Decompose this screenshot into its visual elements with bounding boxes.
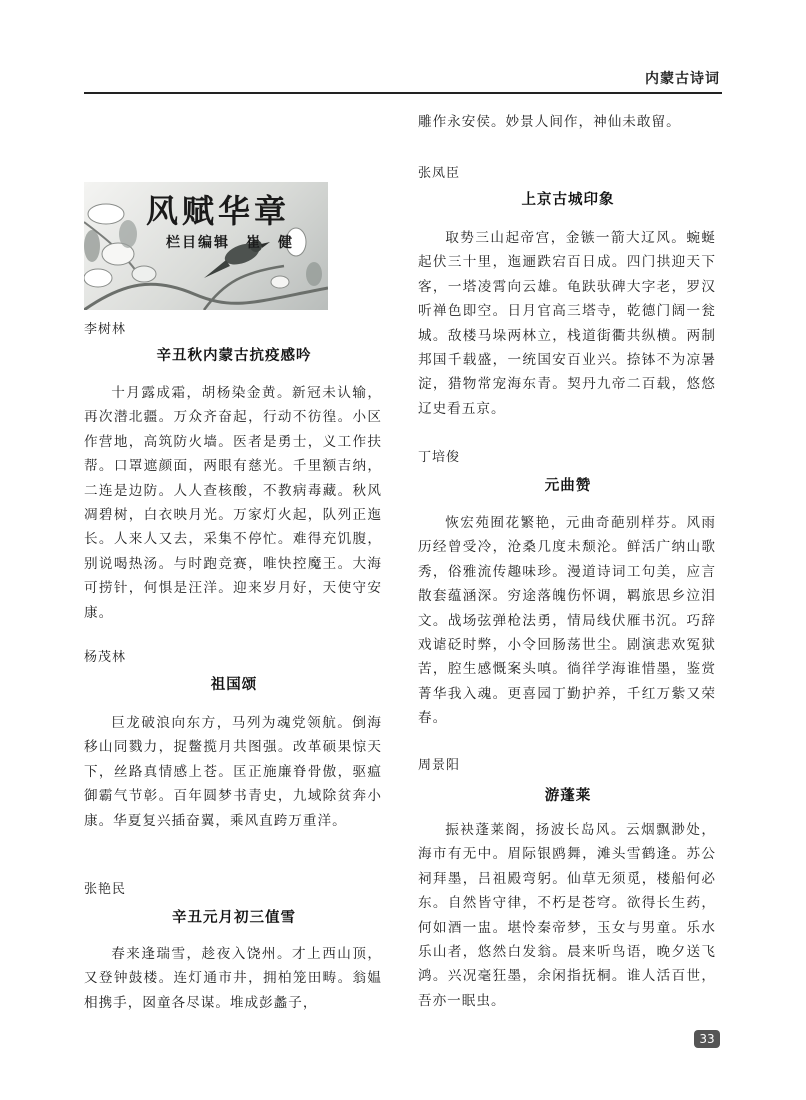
column-editor: 栏目编辑 崔 健 [166, 235, 294, 251]
article-author: 杨茂林 [84, 650, 127, 665]
article-body: 振袂蓬莱阁，扬波长岛风。云烟飘渺处，海市有无中。眉际银鸥舞，滩头雪鹤逢。苏公祠拜墨，吕祖殿弯躬。仙草无须觅，楼船何必东。自然皆守律，不朽是苍穹。欲得长生药，何如酒一盅。堪怜秦帝梦，玉女与男童。乐水乐山者，悠然白发翁。晨来听鸟语，晚夕送飞鸿。兴况毫狂墨，余闲指抚桐。谁人活百世，吾亦一眠虫。 [418, 822, 716, 1009]
article-body: 春来逢瑞雪，趁夜入饶州。才上西山顶，又登钟鼓楼。连灯通市井，拥柏笼田畴。翁媪相携手，囡童各尽谋。堆成彭蠡子， [84, 946, 382, 1011]
header-rule [84, 92, 722, 94]
page-number-badge: 33 [694, 1030, 720, 1048]
article-body: 取势三山起帝宫，金镞一箭大辽风。蜿蜒起伏三十里，迤逦跌宕百日成。四门拱迎天下客，一塔凌霄向云雄。龟趺驮碑大字老，罗汉听禅色即空。日月官高三塔寺，乾德门阔一瓮城。敌楼马垛两林立，栈道街衢共纵横。两制邦国千载盛，一统国安百业兴。捺钵不为凉暑淀，猎物常宠海东青。契丹九帝二百载，悠悠辽史看五京。 [418, 230, 716, 417]
article-title: 祖国颂 [210, 677, 258, 693]
article-title: 元曲赞 [544, 478, 592, 494]
article-title: 上京古城印象 [521, 192, 615, 208]
article-title: 辛丑元月初三值雪 [172, 910, 296, 926]
article-author: 张艳民 [84, 882, 127, 897]
article-author: 丁培俊 [418, 450, 461, 465]
article-body: 巨龙破浪向东方，马列为魂党领航。倒海移山同戮力，捉鳖揽月共图强。改革硕果惊天下，丝路真情感上苍。匡正施廉脊骨傲，驱瘟御霸气节彰。百年圆梦书青史，九域除贫奔小康。华夏复兴插奋翼，乘风直跨万重洋。 [84, 715, 382, 829]
column-title: 风赋华章 [146, 192, 291, 230]
article-body: 十月露成霜，胡杨染金黄。新冠未认输，再次潜北疆。万众齐奋起，行动不彷徨。小区作营地，高筑防火墙。医者是勇士，义工作扶帮。口罩遮颜面，两眼有慈光。千里额吉纳，二连是边防。人人查核酸，不教病毒藏。秋风凋碧树，白衣映月光。万家灯火起，队列正迤长。人来人又去，采集不停忙。难得充饥腹，别说喝热汤。与时跑竞赛，唯快控魔王。大海可捞针，何惧是汪洋。迎来岁月好，天使守安康。 [84, 385, 382, 621]
article-author: 张凤臣 [418, 166, 461, 181]
article-body: 恢宏苑囿花繁艳，元曲奇葩别样芬。风雨历经曾受冷，沧桑几度未颓沦。鲜活广纳山歌秀，俗雅流传趣味珍。漫道诗词工句美，应言散套蕴涵深。穷途落魄伤怀调，羁旅思乡泣泪文。战场弦弹枪法勇，情局线伏雁书沉。巧辞戏谑砭时弊，小令回肠荡世尘。剧演悲欢冤狱苦，腔生感慨案头嗔。徜徉学海谁惜墨，鉴赏菁华我入魂。更喜园丁勤护养，千红万紫又荣春。 [418, 515, 716, 727]
article-title: 游蓬莱 [544, 788, 592, 804]
journal-title: 内蒙古诗词 [645, 71, 720, 87]
article-author: 李树林 [84, 322, 127, 337]
article-title: 辛丑秋内蒙古抗疫感吟 [156, 348, 312, 364]
column-banner [84, 182, 328, 310]
article-author: 周景阳 [418, 758, 461, 773]
article-body-continuation: 雕作永安侯。妙景人间作，神仙未敢留。 [418, 114, 681, 130]
